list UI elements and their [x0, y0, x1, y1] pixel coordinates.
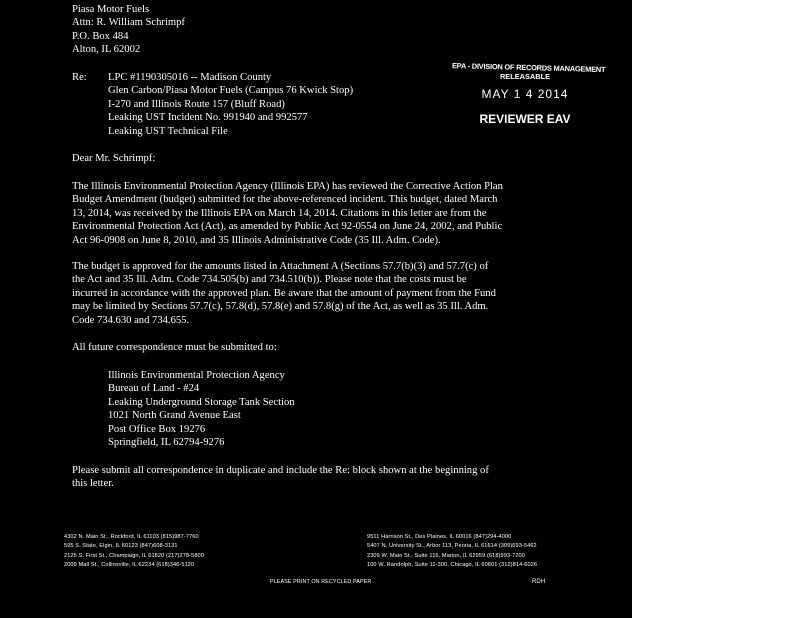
salutation: Dear Mr. Schrimpf: [72, 153, 156, 164]
addressee-line: Alton, IL 62002 [72, 44, 141, 56]
paragraph-line: incurred in accordance with the approved plan. Be aware that the amount of payment from the Fund [72, 287, 496, 299]
footer-offices-right [367, 533, 537, 571]
footer-office-line: 2125 S. First St., Champaign, IL 61820 (217)278-5800 [64, 552, 204, 559]
mailing-address [108, 369, 295, 449]
paragraph-line: Act 96-0908 on June 8, 2010, and 35 Illinois Administrative Code (35 Ill. Adm. Code). [72, 234, 441, 246]
footer-office-line: 2009 Mall St., Collinsville, IL 62234 (618)346-5120 [64, 562, 195, 569]
footer-office-line: 9511 Harrison St., Des Plaines, IL 60016 (847)294-4000 [367, 534, 512, 540]
stamp-status: RELEASABLE [499, 72, 551, 81]
footer-office-line: 4302 N. Main St., Rockford, IL 61103 (815)987-7760 [64, 534, 199, 540]
paragraph-line: Please submit all correspondence in duplicate and include the Re: block shown at the beginning of [72, 465, 489, 476]
re-line: Glen Carbon/Piasa Motor Fuels (Campus 76 Kwick Stop) [108, 85, 354, 97]
addressee-line: Attn: R. William Schrimpf [72, 17, 185, 29]
typist-initials: RDH [532, 579, 546, 585]
paragraph-3: All future correspondence must be submitted to: [72, 342, 277, 353]
addressee-block [72, 3, 185, 57]
mailing-address-line: 1021 North Grand Avenue East [108, 410, 241, 422]
mailing-address-line: Illinois Environmental Protection Agency [108, 370, 285, 381]
mailing-address-line: Springfield, IL 62794-9276 [108, 437, 225, 449]
paragraph-line: The Illinois Environmental Protection Agency (Illinois EPA) has reviewed the Corrective Action Plan [72, 181, 503, 192]
re-line: LPC #1190305016 -- Madison County [108, 72, 272, 83]
paragraph-line: Environmental Protection Act (Act), as amended by Public Act 92-0554 on June 24, 2002, and Public [72, 221, 503, 233]
paragraph-line: the Act and 35 Ill. Adm. Code 734.505(b) and 734.510(b)). Please note that the costs must be [72, 274, 467, 286]
paragraph-line: The budget is approved for the amounts listed in Attachment A (Sections 57.7(b)(3) and 57.7(c) of [72, 261, 489, 272]
paragraph-line: this letter. [72, 478, 114, 490]
stamp-reviewer: REVIEWER EAV [479, 112, 571, 126]
mailing-address-line: Bureau of Land - #24 [108, 383, 200, 395]
addressee-line: P.O. Box 484 [72, 30, 129, 42]
footer-office-line: 2309 W. Main St., Suite 116, Marion, IL 62959 (618)993-7200 [367, 552, 525, 559]
paragraph-line: 13, 2014, was received by the Illinois EPA on March 14, 2014. Citations in this letter are from the [72, 207, 487, 219]
paragraph-line: Budget Amendment (budget) submitted for the above-referenced incident. This budget, dated March [72, 194, 498, 206]
re-line: I-270 and Illinois Route 157 (Bluff Road) [108, 98, 285, 110]
footer-office-line: 100 W. Randolph, Suite 11-300, Chicago, IL 60601 (312)814-6026 [367, 562, 538, 569]
mailing-address-line: Post Office Box 19276 [108, 423, 206, 435]
re-block [108, 71, 353, 138]
paragraph-line: Code 734.630 and 734.655. [72, 314, 190, 326]
footer-office-line: 595 S. State, Elgin, IL 60123 (847)608-3131 [64, 543, 178, 550]
re-label: Re: [72, 72, 87, 83]
stamp-agency-line: EPA - DIVISION OF RECORDS MANAGEMENT [451, 61, 606, 75]
mailing-address-line: Leaking Underground Storage Tank Section [108, 396, 295, 408]
footer-offices-left [64, 533, 204, 571]
paragraph-2 [72, 260, 496, 327]
addressee-line: Piasa Motor Fuels [72, 4, 150, 15]
paragraph-4 [72, 464, 489, 491]
paragraph-line: may be limited by Sections 57.7(c), 57.8(d), 57.8(e) and 57.8(g) of the Act, as well as 35 Ill. Adm. [72, 301, 489, 313]
stamp-date: MAY 1 4 2014 [481, 87, 569, 101]
re-line: Leaking UST Technical File [108, 125, 228, 137]
re-line: Leaking UST Incident No. 991940 and 992577 [108, 112, 308, 124]
recycled-paper-notice: PLEASE PRINT ON RECYCLED PAPER [270, 579, 372, 585]
paragraph-1 [72, 180, 503, 247]
records-stamp [451, 61, 606, 126]
footer-office-line: 5407 N. University St., Arbor 113, Peoria, IL 61614 (309)693-5462 [367, 543, 537, 550]
